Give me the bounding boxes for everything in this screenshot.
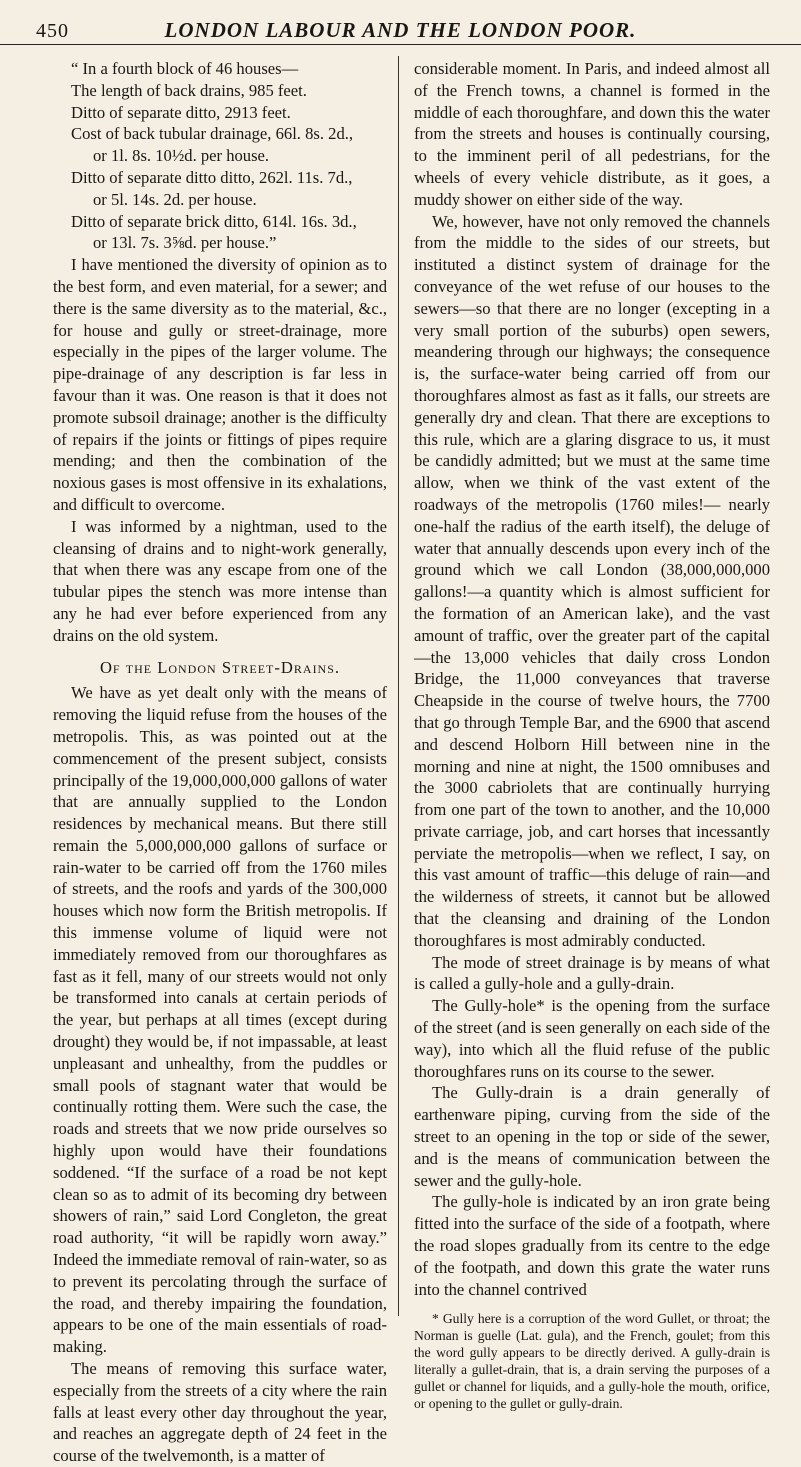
page-number: 450 [36, 20, 69, 42]
paragraph: The means of removing this surface water, especially from the streets of a city where the rain falls at least every other day throughout the year, and reaches an aggregate depth of 24 feet in the course of the twelvemonth, is a matter of [53, 1359, 387, 1466]
section-heading: Of the London Street-Drains. [99, 657, 341, 677]
paragraph: The mode of street drainage is by means of what is called a gully-hole and a gully-drain. [414, 952, 770, 994]
quote-line: “ In a fourth block of 46 houses— [71, 59, 299, 78]
paragraph: I was informed by a nightman, used to the cleansing of drains and to night-work generally, that when there was any escape from one of the tubular pipes the stench was more intense than any he had ever before experienced from any drains on the old system. [53, 516, 387, 645]
left-column [53, 58, 387, 1467]
paragraph: considerable moment. In Paris, and indeed almost all of the French towns, a channel is formed in the middle of each thoroughfare, and down this the water from the streets and houses is continually coursing, to the imminent peril of all pedestrians, for the wheels of every vehicle distribute, as it goes, a muddy shower on either side of the way. [414, 59, 770, 209]
quote-line: Ditto of separate brick ditto, 614l. 16s. 3d., [71, 211, 357, 231]
quote-line: The length of back drains, 985 feet. [71, 80, 307, 100]
page-header [0, 8, 801, 45]
paragraph: The Gully-drain is a drain generally of earthenware piping, curving from the side of the street to an opening in the top or side of the sewer, and is the means of communication between the sewer and the gully-hole. [414, 1083, 770, 1190]
paragraph: We have as yet dealt only with the means of removing the liquid refuse from the houses of the metropolis. This, as was pointed out at the commencement of the present subject, consists principally of the 19,000,000,000 gallons of water that are annually supplied to the London residences by mechanical means. But there still remain the 5,000,000,000 gallons of surface or rain-water to be carried off from the 1760 miles of streets, and the roofs and yards of the 300,000 houses which now form the British metropolis. If this immense volume of liquid were not immediately removed from our thoroughfares as fast as it fell, many of our streets would not only be transformed into canals at certain periods of the year, but perhaps at all times (except during drought) they would be, if not impassable, at least unpleasant and unhealthy, from the puddles or small pools of stagnant water that would be continually rotting them. Were such the case, the roads and streets that we now pride ourselves so highly upon would have their foundations soddened. “If the surface of a road be not kept clean so as to admit of its becoming dry between showers of rain,” said Lord Congleton, the great road authority, “it will be rapidly worn away.” Indeed the immediate removal of rain-water, so as to prevent its percolating through the surface of the road, and thereby impairing the foundation, appears to be one of the main essentials of road-making. [53, 683, 387, 1357]
paragraph: We, however, have not only removed the channels from the middle to the sides of our streets, but instituted a distinct system of drainage for the conveyance of the wet refuse of our houses to the sewers—so that there are no longer (excepting in a very small portion of the suburbs) open sewers, meandering through our highways; the consequence is, the surface-water being carried off from our thoroughfares almost as fast as it falls, our streets are generally dry and clean. That there are exceptions to this rule, which are a glaring disgrace to us, it must be candidly admitted; but we must at the same time allow, when we think of the vast extent of the roadways of the metropolis (1760 miles!— nearly one-half the radius of the earth itself), the deluge of water that annually descends upon every inch of the ground which we call London (38,000,000,000 gallons!—a quantity which is almost sufficient for the formation of an American lake), and the vast amount of traffic, over the greater part of the capital—the 13,000 vehicles that daily cross London Bridge, the 11,000 conveyances that traverse Cheapside in the course of twelve hours, the 7700 that go through Temple Bar, and the 6900 that ascend and descend Holborn Hill between nine in the morning and nine at night, the 1500 omnibuses and the 3000 cabriolets that are continually hurrying from one part of the town to another, and the 10,000 private carriage, job, and cart horses that incessantly perviate the metropolis—when we reflect, I say, on this vast amount of traffic—this deluge of rain—and the wilderness of streets, it cannot but be allowed that the cleansing and draining of the London thoroughfares is most admirably conducted. [414, 211, 770, 950]
quote-line: or 13l. 7s. 3⅝d. per house.” [93, 233, 277, 253]
quote-line: or 5l. 14s. 2d. per house. [93, 189, 257, 209]
column-divider [398, 56, 399, 1316]
quote-line: Ditto of separate ditto, 2913 feet. [71, 102, 291, 122]
quote-line: Ditto of separate ditto ditto, 262l. 11s. 7d., [71, 167, 353, 187]
paragraph: The gully-hole is indicated by an iron grate being fitted into the surface of the side of a footpath, where the road slopes gradually from its centre to the edge of the footpath, and down this grate the water runs into the channel contrived [414, 1192, 770, 1299]
footnote: * Gully here is a corruption of the word Gullet, or throat; the Norman is guelle (Lat. gula), and the French, goulet; from this the word gully appears to be directly derived. A gully-drain is literally a gullet-drain, that is, a drain serving the purposes of a gullet or channel for liquids, and a gully-hole the mouth, orifice, or opening to the gullet or gully-drain. [414, 1311, 770, 1412]
paragraph: I have mentioned the diversity of opinion as to the best form, and even material, for a sewer; and there is the same diversity as to the material, &c., for house and gully or street-drainage, more especially in the pipes of the larger volume. The pipe-drainage of any description is far less in favour than it was. One reason is that it does not promote subsoil drainage; another is the difficulty of repairs if the joints or fittings of pipes require mending; and then the combination of the noxious gases is most offensive in its exhalations, and difficult to overcome. [53, 255, 387, 514]
running-title: LONDON LABOUR AND THE LONDON POOR. [164, 18, 637, 42]
quote-line: Cost of back tubular drainage, 66l. 8s. 2d., [71, 124, 354, 144]
paragraph: The Gully-hole* is the opening from the surface of the street (and is seen generally on each side of the way), into which all the fluid refuse of the public thoroughfares runs on its course to the sewer. [414, 996, 770, 1081]
quote-line: or 1l. 8s. 10½d. per house. [93, 146, 270, 166]
right-column [414, 58, 770, 1412]
